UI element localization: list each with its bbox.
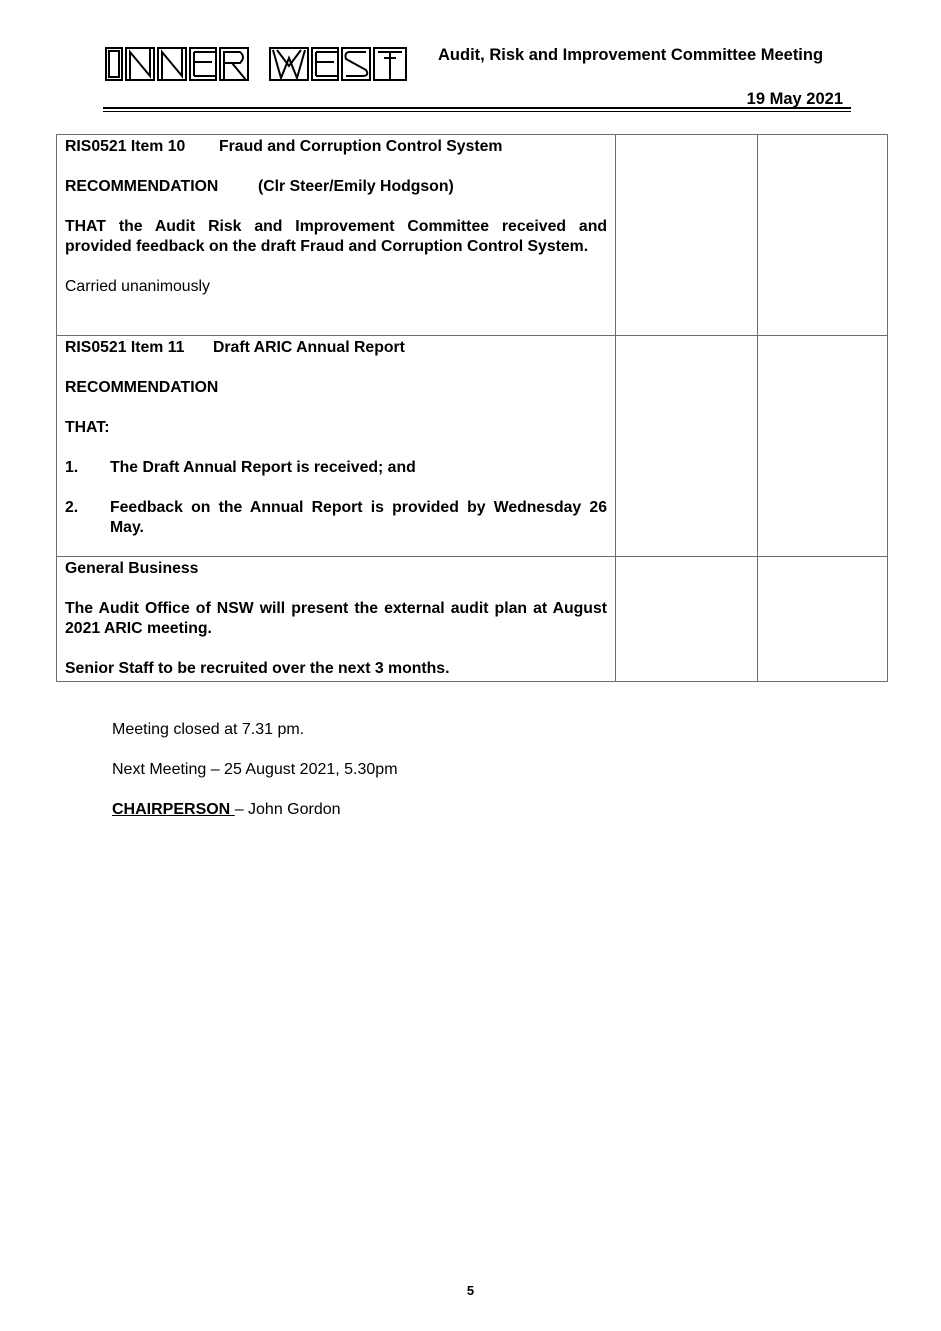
header-rule-thin: [103, 111, 851, 112]
item-cell: [57, 557, 616, 682]
item-number: RIS0521 Item 10: [65, 138, 186, 155]
item-heading: [65, 338, 607, 358]
recommendation-line: [65, 177, 607, 197]
action-cell: [616, 135, 758, 336]
list-item: [65, 458, 607, 478]
item-title: Fraud and Corruption Control System: [219, 138, 503, 155]
item-number: RIS0521 Item 11: [65, 339, 185, 356]
chairperson-name: – John Gordon: [234, 801, 341, 818]
page-number: 5: [466, 1283, 475, 1298]
resolution-text: THAT the Audit Risk and Improvement Committee received and provided feedback on the draft Fraud and Corruption Control System.: [65, 218, 607, 255]
action-cell: [616, 336, 758, 557]
recommendation-label: RECOMMENDATION: [65, 379, 219, 396]
minutes-table: [56, 134, 888, 682]
item-cell: [57, 135, 616, 336]
chairperson-line: [112, 800, 398, 820]
item-cell: [57, 336, 616, 557]
table-row: [57, 557, 888, 682]
item-title: Draft ARIC Annual Report: [213, 339, 405, 356]
general-business-text: The Audit Office of NSW will present the external audit plan at August 2021 ARIC meeting.: [65, 600, 607, 637]
committee-title: Audit, Risk and Improvement Committee Meeting: [438, 46, 824, 64]
outcome-text: Carried unanimously: [65, 278, 210, 295]
header-rule: [103, 107, 851, 109]
list-item: [65, 498, 607, 538]
general-business-text: Senior Staff to be recruited over the next 3 months.: [65, 660, 450, 677]
meeting-notes: [112, 720, 398, 840]
responsibility-cell: [758, 135, 888, 336]
meeting-date: 19 May 2021: [746, 90, 843, 108]
chairperson-label: CHAIRPERSON: [112, 801, 235, 818]
responsibility-cell: [758, 336, 888, 557]
recommendation-label: RECOMMENDATION: [65, 178, 219, 195]
list-text: Feedback on the Annual Report is provided by Wednesday 26 May.: [110, 499, 607, 536]
general-business-heading: General Business: [65, 560, 199, 577]
that-label: THAT:: [65, 419, 110, 436]
item-heading: [65, 137, 607, 157]
table-row: [57, 336, 888, 557]
meeting-closed-text: Meeting closed at 7.31 pm.: [112, 721, 305, 738]
next-meeting-text: Next Meeting – 25 August 2021, 5.30pm: [112, 761, 398, 778]
inner-west-logo: [104, 44, 410, 84]
list-text: The Draft Annual Report is received; and: [110, 459, 416, 476]
table-row: [57, 135, 888, 336]
mover-seconder: (Clr Steer/Emily Hodgson): [258, 178, 454, 195]
responsibility-cell: [758, 557, 888, 682]
list-number: 2.: [65, 499, 79, 516]
list-number: 1.: [65, 459, 79, 476]
action-cell: [616, 557, 758, 682]
